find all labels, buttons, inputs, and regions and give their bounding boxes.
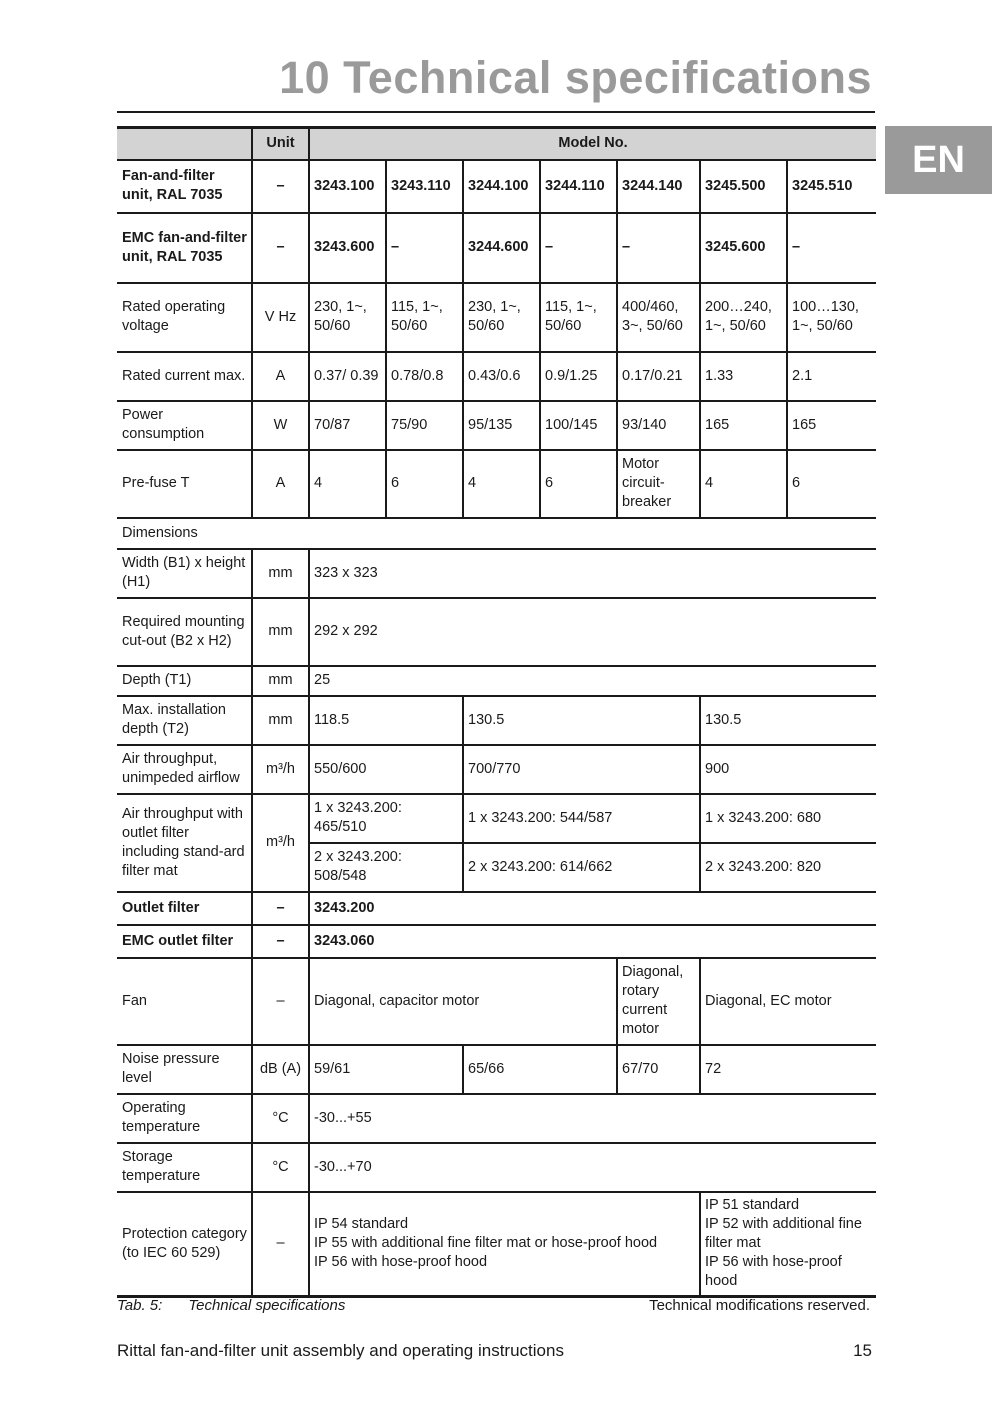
row-unit: mm [252, 666, 309, 696]
row-unit: – [252, 958, 309, 1045]
table-caption [117, 1297, 345, 1314]
table-row-power-consumption [117, 401, 876, 450]
row-unit: mm [252, 549, 309, 598]
protection-line: IP 52 with additional fine filter mat [705, 1216, 862, 1252]
section-label-dimensions: Dimensions [117, 518, 876, 549]
value-cell: 6 [540, 450, 617, 518]
row-label: Fan [117, 958, 252, 1045]
value-cell: 2.1 [787, 352, 876, 401]
header-unit-cell: Unit [252, 128, 309, 160]
value-cell: 1 x 3243.200: 680 [700, 794, 876, 843]
table-row-width-height [117, 549, 876, 598]
value-cell: 115, 1~, 50/60 [386, 283, 463, 352]
protection-line: IP 55 with additional fine filter mat or hose-proof hood [314, 1235, 658, 1252]
table-caption-number: Tab. 5: [117, 1297, 163, 1314]
value-cell: 70/87 [309, 401, 386, 450]
model-cell: 3243.600 [309, 213, 386, 283]
value-cell: 292 x 292 [309, 598, 876, 666]
title-rule [117, 111, 875, 113]
table-row-air-throughput-outlet-1 [117, 794, 876, 843]
row-unit: m³/h [252, 745, 309, 794]
value-cell: 0.37/ 0.39 [309, 352, 386, 401]
protection-line: IP 56 with hose-proof hood [314, 1254, 488, 1271]
row-unit: – [252, 925, 309, 958]
value-cell: 93/140 [617, 401, 700, 450]
row-label: EMC fan-and-filter unit, RAL 7035 [117, 213, 252, 283]
value-cell: 130.5 [463, 696, 700, 745]
table-row-fan [117, 958, 876, 1045]
row-unit: – [252, 160, 309, 213]
protection-line: IP 56 with hose-proof hood [705, 1254, 842, 1290]
value-cell: 100/145 [540, 401, 617, 450]
model-cell: 3245.510 [787, 160, 876, 213]
table-row-installation-depth [117, 696, 876, 745]
row-unit: mm [252, 696, 309, 745]
table-row-emc-fan-filter-unit [117, 213, 876, 283]
value-cell: 6 [787, 450, 876, 518]
row-unit: – [252, 892, 309, 925]
model-cell: 3244.140 [617, 160, 700, 213]
value-cell: 6 [386, 450, 463, 518]
table-row-fan-filter-unit [117, 160, 876, 213]
row-label: Power consumption [117, 401, 252, 450]
table-row-operating-temperature [117, 1094, 876, 1143]
value-cell: 165 [787, 401, 876, 450]
value-cell: -30...+70 [309, 1143, 876, 1192]
row-label: Outlet filter [117, 892, 252, 925]
value-cell: Diagonal, EC motor [700, 958, 876, 1045]
value-cell: 4 [700, 450, 787, 518]
row-label: Operating temperature [117, 1094, 252, 1143]
value-cell: 2 x 3243.200: 614/662 [463, 843, 700, 892]
protection-cell-ec [700, 1192, 876, 1297]
value-cell: 700/770 [463, 745, 700, 794]
table-header-row [117, 128, 876, 160]
table-caption-title: Technical specifications [188, 1297, 346, 1314]
table-row-emc-outlet-filter [117, 925, 876, 958]
page-title: 10 Technical specifications [279, 52, 872, 103]
value-cell: 2 x 3243.200: 820 [700, 843, 876, 892]
model-cell: 3245.500 [700, 160, 787, 213]
footer-document-title: Rittal fan-and-filter unit assembly and operating instructions [117, 1341, 564, 1360]
value-cell: 230, 1~, 50/60 [463, 283, 540, 352]
row-label: Pre-fuse T [117, 450, 252, 518]
model-cell: 3244.100 [463, 160, 540, 213]
value-cell: 2 x 3243.200: 508/548 [309, 843, 463, 892]
value-cell: 95/135 [463, 401, 540, 450]
model-cell: – [540, 213, 617, 283]
value-cell: 0.9/1.25 [540, 352, 617, 401]
model-cell: – [386, 213, 463, 283]
row-unit: A [252, 450, 309, 518]
value-cell: 900 [700, 745, 876, 794]
row-unit: dB (A) [252, 1045, 309, 1094]
value-cell: 550/600 [309, 745, 463, 794]
row-unit: m³/h [252, 794, 309, 892]
model-cell: 3244.110 [540, 160, 617, 213]
table-row-rated-voltage [117, 283, 876, 352]
value-cell: 72 [700, 1045, 876, 1094]
value-cell: 25 [309, 666, 876, 696]
page-number: 15 [853, 1341, 872, 1360]
value-cell: 67/70 [617, 1045, 700, 1094]
value-cell: 75/90 [386, 401, 463, 450]
value-cell: Motor circuit-breaker [617, 450, 700, 518]
row-unit: °C [252, 1143, 309, 1192]
table-row-air-throughput-unimpeded [117, 745, 876, 794]
value-cell: 115, 1~, 50/60 [540, 283, 617, 352]
header-label-cell [117, 128, 252, 160]
value-cell: 118.5 [309, 696, 463, 745]
protection-line: IP 54 standard [314, 1216, 409, 1233]
row-label: Noise pressure level [117, 1045, 252, 1094]
value-cell: 165 [700, 401, 787, 450]
value-cell: 100…130, 1~, 50/60 [787, 283, 876, 352]
table-row-noise-level [117, 1045, 876, 1094]
table-row-storage-temperature [117, 1143, 876, 1192]
row-unit: W [252, 401, 309, 450]
value-cell: 0.17/0.21 [617, 352, 700, 401]
value-cell: 130.5 [700, 696, 876, 745]
table-row-depth [117, 666, 876, 696]
model-cell: 3245.600 [700, 213, 787, 283]
value-cell: 323 x 323 [309, 549, 876, 598]
modifications-note: Technical modifications reserved. [649, 1297, 870, 1314]
header-model-no-cell: Model No. [309, 128, 876, 160]
row-label: EMC outlet filter [117, 925, 252, 958]
value-cell: 59/61 [309, 1045, 463, 1094]
model-cell: 3244.600 [463, 213, 540, 283]
table-row-outlet-filter [117, 892, 876, 925]
table-row-dimensions-section [117, 518, 876, 549]
value-cell: 1.33 [700, 352, 787, 401]
table-row-pre-fuse [117, 450, 876, 518]
row-unit: °C [252, 1094, 309, 1143]
row-label: Fan-and-filter unit, RAL 7035 [117, 160, 252, 213]
value-cell: 3243.200 [309, 892, 876, 925]
row-label: Protection category (to IEC 60 529) [117, 1192, 252, 1297]
row-label: Air throughput, unimpeded airflow [117, 745, 252, 794]
value-cell: 0.78/0.8 [386, 352, 463, 401]
model-cell: – [787, 213, 876, 283]
protection-line: IP 51 standard [705, 1197, 800, 1214]
value-cell: 4 [309, 450, 386, 518]
value-cell: 65/66 [463, 1045, 617, 1094]
row-label: Width (B1) x height (H1) [117, 549, 252, 598]
value-cell: 0.43/0.6 [463, 352, 540, 401]
value-cell: 200…240, 1~, 50/60 [700, 283, 787, 352]
row-label: Air throughput with outlet filter including stand-ard filter mat [117, 794, 252, 892]
row-unit: A [252, 352, 309, 401]
protection-cell-standard [309, 1192, 700, 1297]
row-unit: V Hz [252, 283, 309, 352]
model-cell: 3243.100 [309, 160, 386, 213]
table-row-mounting-cutout [117, 598, 876, 666]
value-cell: 3243.060 [309, 925, 876, 958]
value-cell: 1 x 3243.200: 465/510 [309, 794, 463, 843]
row-label: Depth (T1) [117, 666, 252, 696]
row-label: Required mounting cut-out (B2 x H2) [117, 598, 252, 666]
value-cell: 1 x 3243.200: 544/587 [463, 794, 700, 843]
row-unit: – [252, 1192, 309, 1297]
value-cell: -30...+55 [309, 1094, 876, 1143]
value-cell: Diagonal, rotary current motor [617, 958, 700, 1045]
row-label: Storage temperature [117, 1143, 252, 1192]
table-row-protection-category [117, 1192, 876, 1297]
table-row-rated-current [117, 352, 876, 401]
technical-specifications-table [117, 126, 876, 1298]
value-cell: Diagonal, capacitor motor [309, 958, 617, 1045]
model-cell: 3243.110 [386, 160, 463, 213]
row-label: Max. installation depth (T2) [117, 696, 252, 745]
value-cell: 400/460, 3~, 50/60 [617, 283, 700, 352]
model-cell: – [617, 213, 700, 283]
row-label: Rated operating voltage [117, 283, 252, 352]
language-tab: EN [885, 126, 992, 194]
value-cell: 230, 1~, 50/60 [309, 283, 386, 352]
row-label: Rated current max. [117, 352, 252, 401]
value-cell: 4 [463, 450, 540, 518]
row-unit: – [252, 213, 309, 283]
row-unit: mm [252, 598, 309, 666]
